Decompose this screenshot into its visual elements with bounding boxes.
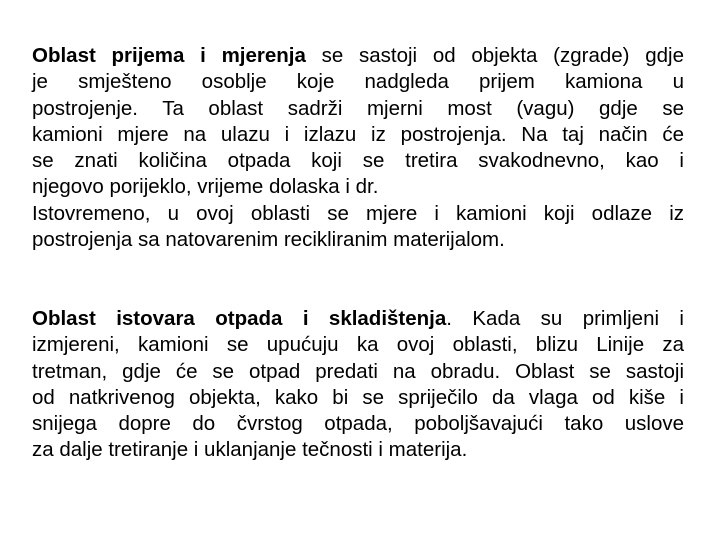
paragraph-line: tretman, gdje će se otpad predati na obradu. Oblast se sastoji xyxy=(32,359,684,383)
paragraph-line: postrojenje. Ta oblast sadrži mjerni most (vagu) gdje se xyxy=(32,96,684,120)
section-heading-reception: Oblast prijema i mjerenja xyxy=(32,44,306,67)
paragraph-line: za dalje tretiranje i uklanjanje tečnosti i materija. xyxy=(32,438,468,462)
paragraph-line xyxy=(32,306,684,332)
paragraph-text: se sastoji od objekta (zgrade) gdje xyxy=(305,44,684,67)
paragraph-text: . Kada su primljeni i xyxy=(446,307,684,330)
paragraph-line: postrojenja sa natovarenim recikliranim materijalom. xyxy=(32,228,505,252)
paragraph-line: izmjereni, kamioni se upućuju ka ovoj oblasti, blizu Linije za xyxy=(32,333,684,357)
paragraph-line: kamioni mjere na ulazu i izlazu iz postrojenja. Na taj način će xyxy=(32,122,684,146)
paragraph-line: Istovremeno, u ovoj oblasti se mjere i kamioni koji odlaze iz xyxy=(32,201,684,225)
paragraph-line xyxy=(32,43,684,69)
paragraph-reception-area xyxy=(32,43,684,253)
paragraph-line: njegovo porijeklo, vrijeme dolaska i dr. xyxy=(32,175,379,199)
paragraph-line: je smješteno osoblje koje nadgleda prijem kamiona u xyxy=(32,70,684,94)
section-heading-unloading: Oblast istovara otpada i skladištenja xyxy=(32,307,447,330)
paragraph-line: snijega dopre do čvrstog otpada, poboljšavajući tako uslove xyxy=(32,412,684,436)
paragraph-unloading-area xyxy=(32,306,684,464)
paragraph-line: od natkrivenog objekta, kako bi se spriječilo da vlaga od kiše i xyxy=(32,385,684,409)
paragraph-line: se znati količina otpada koji se tretira svakodnevno, kao i xyxy=(32,149,684,173)
